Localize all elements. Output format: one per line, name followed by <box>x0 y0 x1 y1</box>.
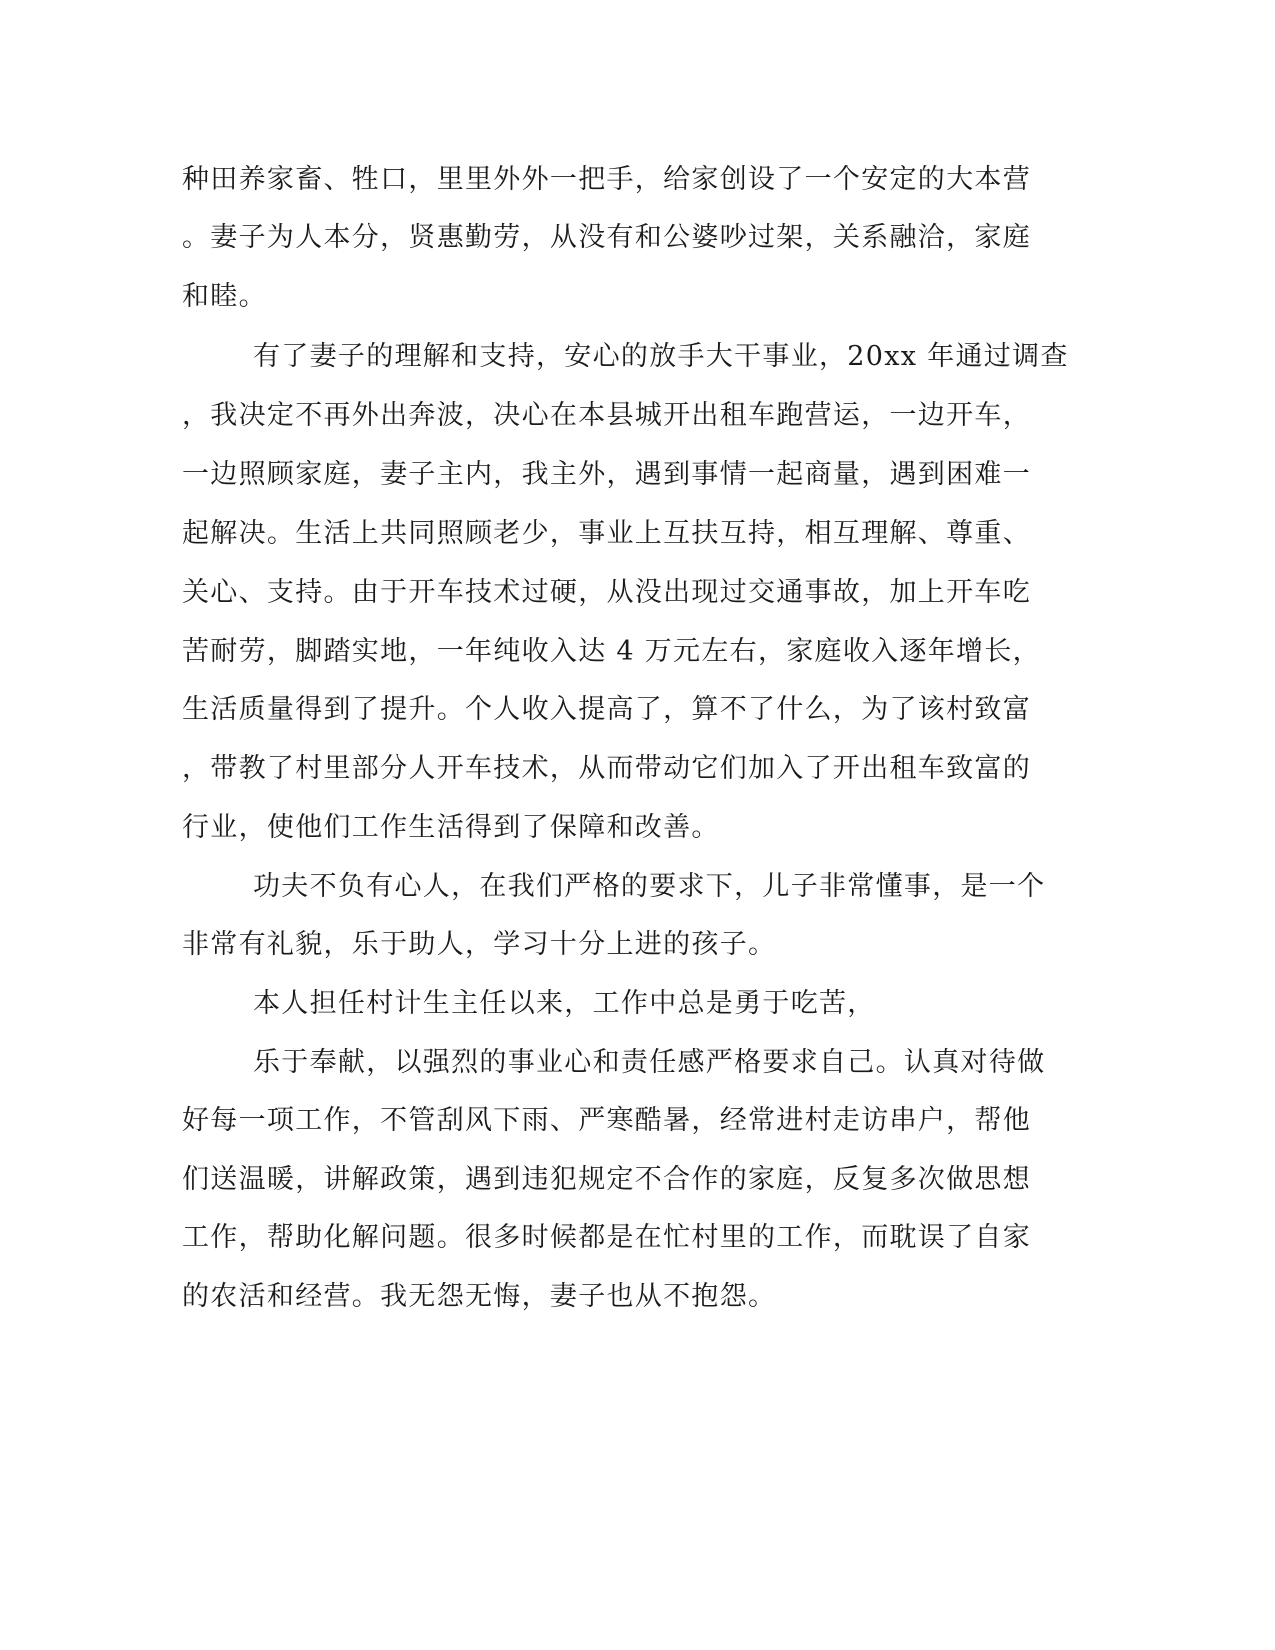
text-line: 工作，帮助化解问题。很多时候都是在忙村里的工作，而耽误了自家 <box>182 1222 1031 1253</box>
text-line: 种田养家畜、牲口，里里外外一把手，给家创设了一个安定的大本营 <box>182 164 1031 195</box>
text-line: 好每一项工作，不管刮风下雨、严寒酷暑，经常进村走访串户，帮他 <box>182 1105 1031 1136</box>
text-line: 的农活和经营。我无怨无悔，妻子也从不抱怨。 <box>182 1281 777 1312</box>
paragraph-first-line: 功夫不负有心人，在我们严格的要求下，儿子非常懂事，是一个 <box>253 871 1046 902</box>
text-line: 行业，使他们工作生活得到了保障和改善。 <box>182 812 720 843</box>
paragraph-first-line: 乐于奉献，以强烈的事业心和责任感严格要求自己。认真对待做 <box>253 1047 1046 1078</box>
text-line: 生活质量得到了提升。个人收入提高了，算不了什么，为了该村致富 <box>182 694 1031 725</box>
text-line: 。妻子为人本分，贤惠勤劳，从没有和公婆吵过架，关系融洽，家庭 <box>182 222 1031 253</box>
text-line: 非常有礼貌，乐于助人，学习十分上进的孩子。 <box>182 929 777 960</box>
text-line: 关心、支持。由于开车技术过硬，从没出现过交通事故，加上开车吃 <box>182 577 1031 608</box>
paragraph-first-line: 有了妻子的理解和支持，安心的放手大干事业，20xx 年通过调查 <box>253 341 1069 372</box>
text-line: ，带教了村里部分人开车技术，从而带动它们加入了开出租车致富的 <box>182 753 1031 784</box>
text-line: 和睦。 <box>182 281 267 312</box>
text-line: 起解决。生活上共同照顾老少，事业上互扶互持，相互理解、尊重、 <box>182 518 1031 549</box>
text-line: 一边照顾家庭，妻子主内，我主外，遇到事情一起商量，遇到困难一 <box>182 459 1031 490</box>
text-line: 苦耐劳，脚踏实地，一年纯收入达 4 万元左右，家庭收入逐年增长， <box>182 636 1041 667</box>
paragraph-first-line: 本人担任村计生主任以来，工作中总是勇于吃苦， <box>253 988 876 1019</box>
text-line: ，我决定不再外出奔波，决心在本县城开出租车跑营运，一边开车， <box>182 400 1031 431</box>
text-line: 们送温暖，讲解政策，遇到违犯规定不合作的家庭，反复多次做思想 <box>182 1164 1031 1195</box>
